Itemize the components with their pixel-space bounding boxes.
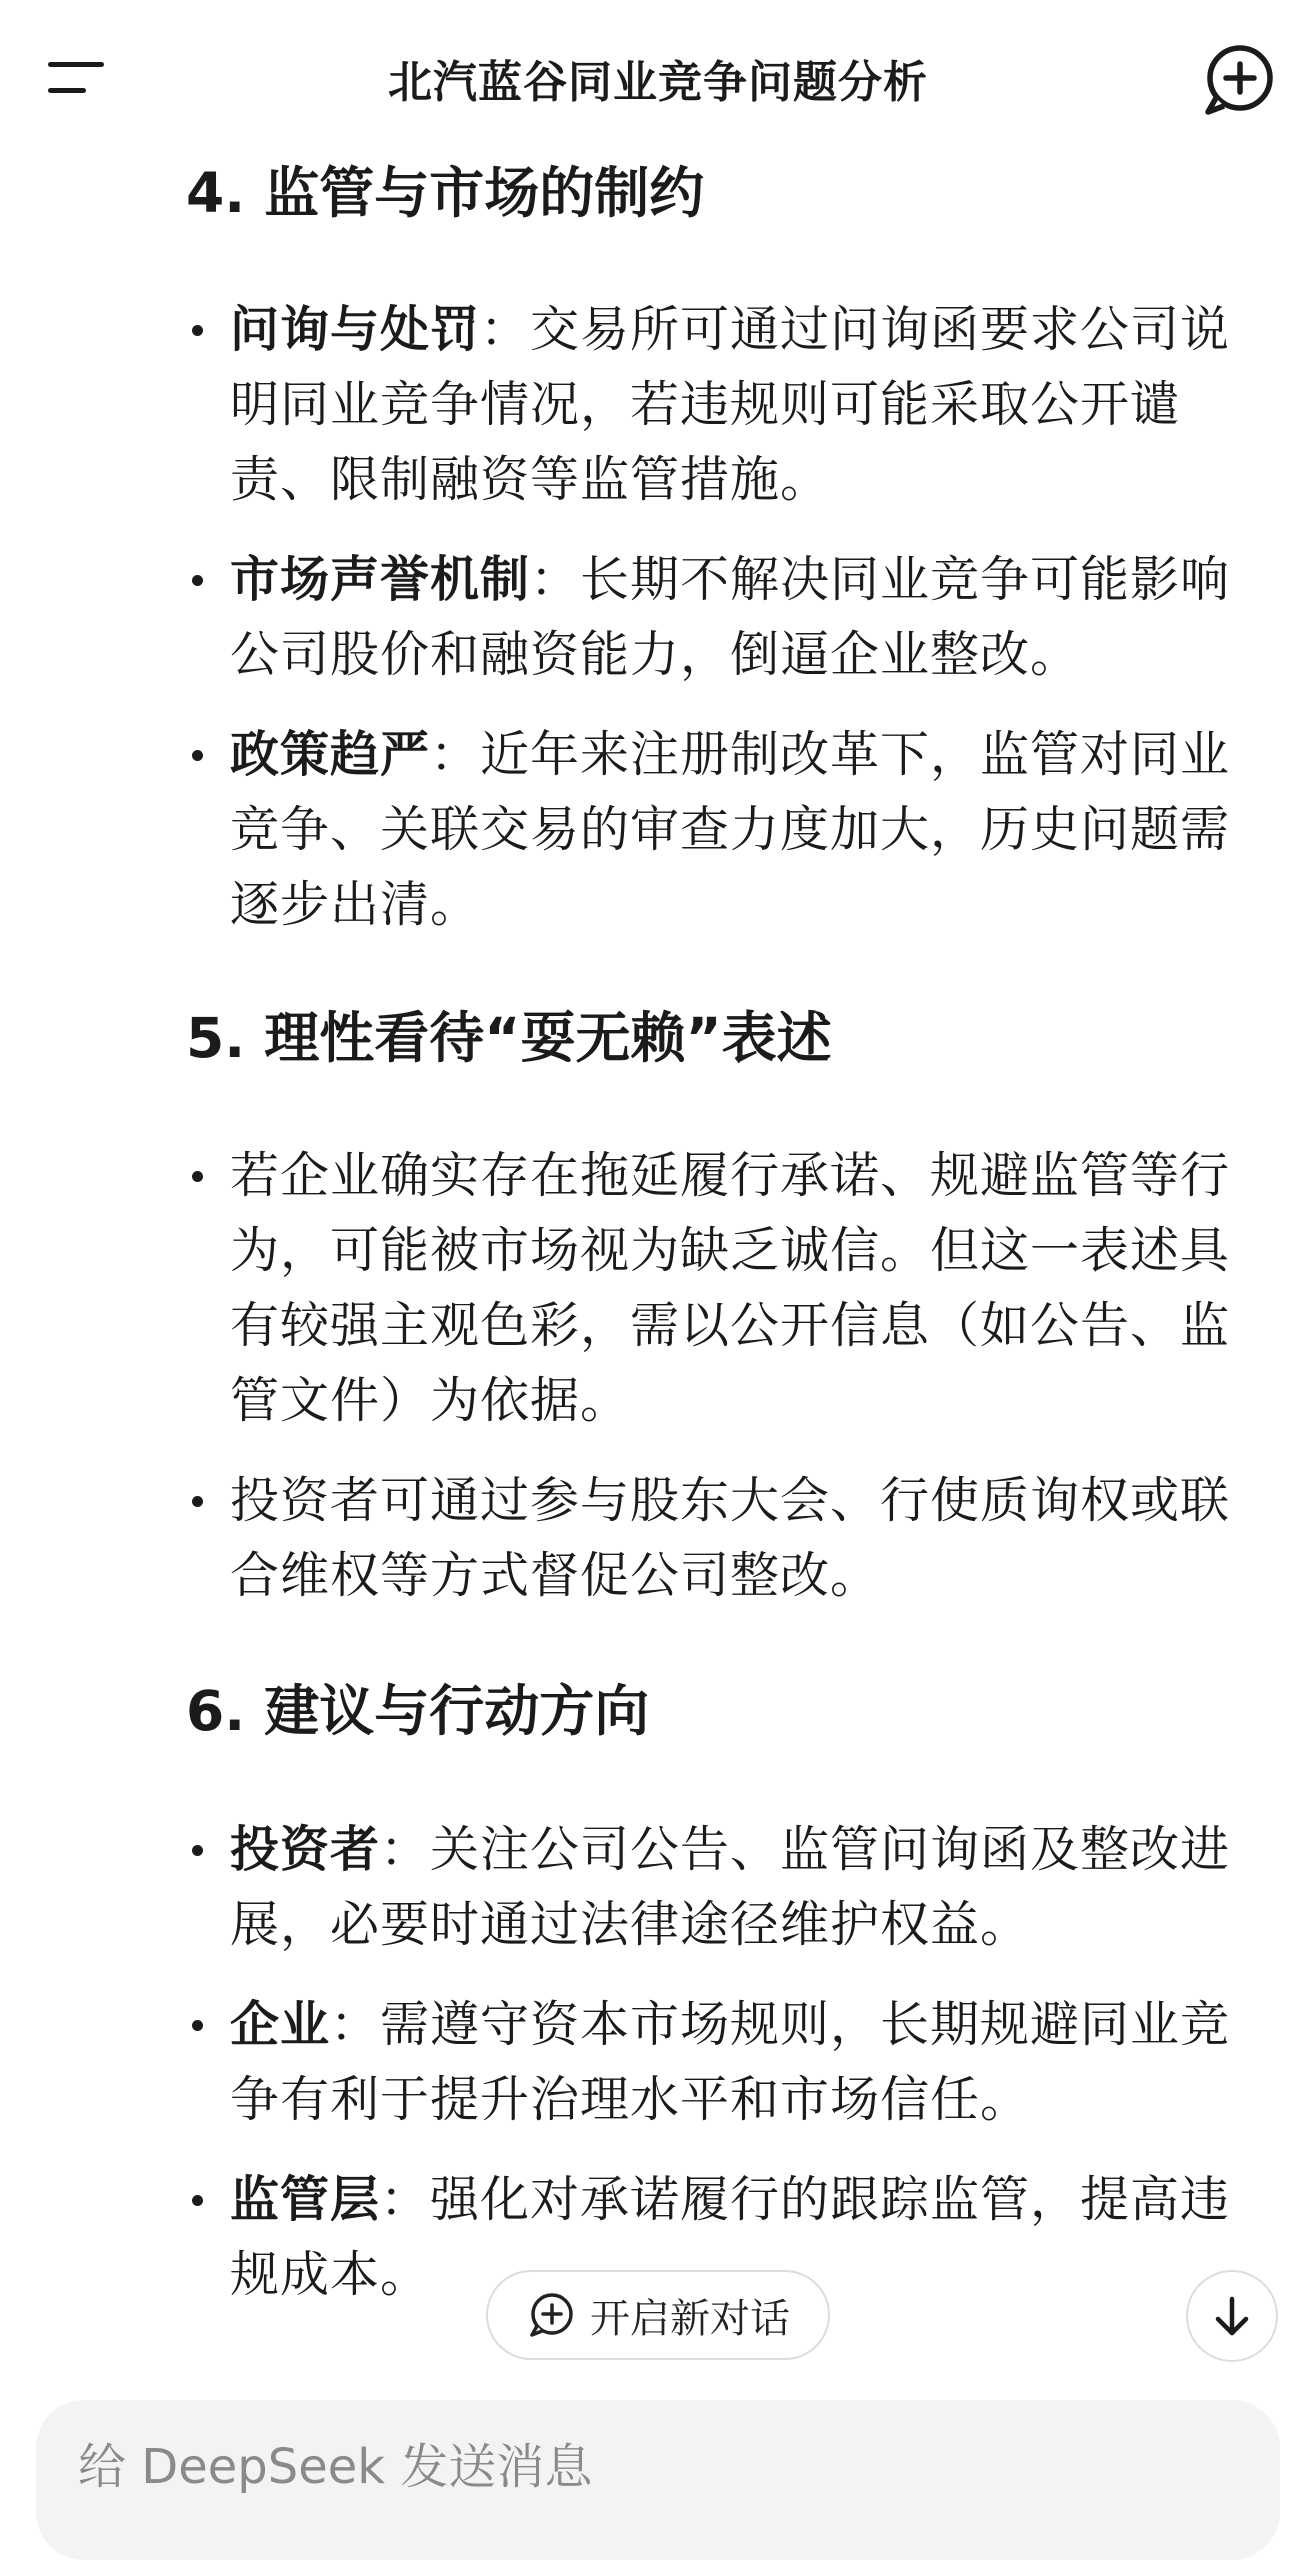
list-item	[186, 1138, 1236, 1438]
item-text: ：需遵守资本市场规则，长期规避同业竞争有利于提升治理水平和市场信任。	[230, 1996, 1231, 2128]
item-text: ：交易所可通过问询函要求公司说明同业竞争情况，若违规则可能采取公开谴责、限制融资等监管措施。	[230, 301, 1231, 508]
list-item	[186, 717, 1236, 942]
item-bold-label: 政策趋严	[230, 726, 431, 783]
message-input[interactable]	[76, 2436, 1230, 2498]
bullet-list	[186, 1812, 1236, 2337]
item-text: ：关注公司公告、监管问询函及整改进展，必要时通过法律途径维护权益。	[230, 1821, 1231, 1953]
list-item	[186, 1987, 1236, 2137]
section-heading: 6. 建议与行动方向	[186, 1679, 650, 1743]
message-composer	[36, 2400, 1280, 2560]
scroll-to-bottom-button[interactable]	[1186, 2270, 1278, 2362]
item-text: ：强化对承诺履行的跟踪监管，提高违规成本。	[230, 2171, 1231, 2303]
item-text: 若企业确实存在拖延履行承诺、规避监管等行为，可能被市场视为缺乏诚信。但这一表述具有较强主观色彩，需以公开信息（如公告、监管文件）为依据。	[230, 1147, 1231, 1429]
menu-icon	[48, 62, 104, 67]
page-title: 北汽蓝谷同业竞争问题分析	[388, 57, 928, 108]
list-item	[186, 1463, 1236, 1613]
list-item	[186, 292, 1236, 517]
new-chat-label: 开启新对话	[590, 2295, 790, 2342]
item-text: ：长期不解决同业竞争可能影响公司股价和融资能力，倒逼企业整改。	[230, 551, 1231, 683]
section-heading: 4. 监管与市场的制约	[186, 161, 705, 225]
item-bold-label: 市场声誉机制	[230, 551, 531, 608]
item-text: 投资者可通过参与股东大会、行使质询权或联合维权等方式督促公司整改。	[230, 1472, 1231, 1604]
new-chat-icon-button[interactable]	[1200, 40, 1278, 118]
new-chat-button[interactable]	[486, 2270, 830, 2360]
menu-button[interactable]	[40, 48, 110, 108]
plus-bubble-icon	[526, 2290, 576, 2340]
plus-bubble-icon	[1200, 40, 1278, 118]
item-bold-label: 监管层	[230, 2171, 381, 2228]
item-bold-label: 投资者	[230, 1821, 381, 1878]
arrow-down-icon	[1207, 2291, 1257, 2341]
item-bold-label: 企业	[230, 1996, 331, 2053]
item-text: ：近年来注册制改革下，监管对同业竞争、关联交易的审查力度加大，历史问题需逐步出清。	[230, 726, 1231, 933]
item-bold-label: 问询与处罚	[230, 301, 481, 358]
menu-icon-line	[48, 88, 86, 93]
section-heading: 5. 理性看待“耍无赖”表述	[186, 1006, 832, 1070]
list-item	[186, 1812, 1236, 1962]
bullet-list	[186, 292, 1236, 967]
bullet-list	[186, 1138, 1236, 1638]
top-bar	[0, 0, 1316, 150]
list-item	[186, 542, 1236, 692]
